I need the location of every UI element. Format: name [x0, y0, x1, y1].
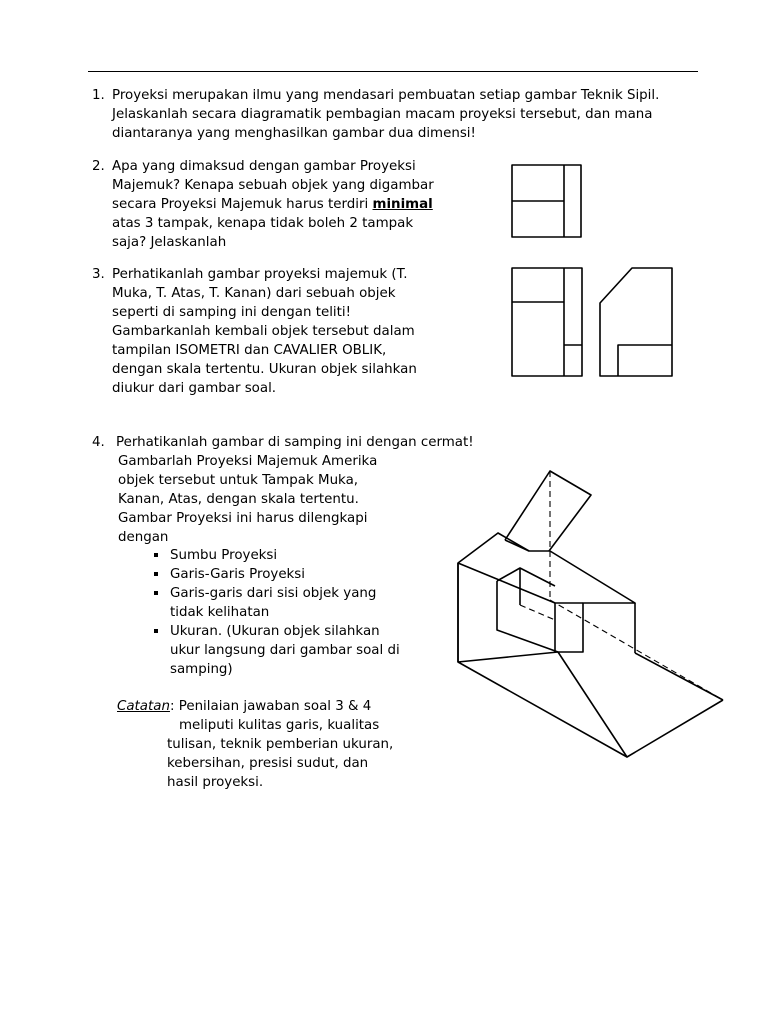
list-item-text: Garis-Garis Proyeksi [170, 567, 306, 582]
two-view-projection-drawing [512, 165, 581, 237]
question-text-line: Proyeksi merupakan ilmu yang mendasari pembuatan setiap gambar Teknik Sipil. [112, 88, 660, 103]
list-item-text: samping) [170, 662, 233, 677]
question-text-line: tampilan ISOMETRI dan CAVALIER OBLIK, [112, 343, 387, 358]
emphasis-minimal: minimal [372, 197, 433, 212]
question-text-line: Perhatikanlah gambar proyeksi majemuk (T. [112, 267, 408, 282]
question-text-line: diantaranya yang menghasilkan gambar dua dimensi! [112, 126, 476, 141]
question-number: 4. [92, 435, 105, 450]
question-text-line: seperti di samping ini dengan teliti! [112, 305, 351, 320]
question-text-line: Muka, T. Atas, T. Kanan) dari sebuah objek [112, 286, 396, 301]
view-outline [600, 268, 672, 376]
question-text-line: atas 3 tampak, kenapa tidak boleh 2 tampak [112, 216, 414, 231]
question-number: 1. [92, 88, 105, 103]
question-text-line: saja? Jelaskanlah [112, 235, 227, 250]
note-line: meliputi kulitas garis, kualitas [179, 718, 380, 733]
hidden-edges [520, 471, 723, 700]
note-text: : Penilaian jawaban soal 3 & 4 [169, 699, 372, 714]
question-text-line: objek tersebut untuk Tampak Muka, [118, 473, 359, 488]
question-text-fragment: secara Proyeksi Majemuk harus terdiri [112, 197, 373, 212]
question-text-line: Gambarlah Proyeksi Majemuk Amerika [118, 454, 378, 469]
view-edge [618, 345, 672, 376]
question-text-line: Jelaskanlah secara diagramatik pembagian macam proyeksi tersebut, dan mana [112, 107, 653, 122]
list-item-text: tidak kelihatan [170, 605, 270, 620]
hidden-edge [520, 605, 555, 620]
note-line: tulisan, teknik pemberian ukuran, [167, 737, 394, 752]
isometric-object-drawing [458, 471, 723, 757]
list-item-text: Garis-garis dari sisi objek yang [170, 586, 377, 601]
object-edge [505, 540, 529, 551]
list-item-text: Ukuran. (Ukuran objek silahkan [170, 624, 380, 639]
hidden-edge [550, 600, 723, 700]
question-text-line: Majemuk? Kenapa sebuah objek yang digambar [112, 178, 434, 193]
object-edge [458, 662, 627, 757]
side-view-drawing [600, 268, 672, 376]
front-view-drawing [512, 268, 582, 376]
list-item-text: ukur langsung dari gambar soal di [170, 643, 400, 658]
object-edge [505, 471, 591, 551]
question-text-line: Gambar Proyeksi ini harus dilengkapi [118, 511, 368, 526]
question-text-line: Kanan, Atas, dengan skala tertentu. [118, 492, 359, 507]
object-edge [458, 533, 635, 662]
note-label: Catatan [117, 699, 170, 714]
question-text-line: diukur dari gambar soal. [112, 381, 277, 396]
question-text-line: Apa yang dimaksud dengan gambar Proyeksi [112, 159, 416, 174]
list-item-text: Sumbu Proyeksi [170, 548, 278, 563]
question-text-line: Perhatikanlah gambar di samping ini dengan cermat! [116, 435, 474, 450]
question-text-line: dengan skala tertentu. Ukuran objek silahkan [112, 362, 417, 377]
object-edge [558, 652, 723, 757]
note-line: hasil proyeksi. [167, 775, 264, 790]
note-line: kebersihan, presisi sudut, dan [167, 756, 369, 771]
view-outline [512, 268, 582, 376]
question-text-line: Gambarkanlah kembali objek tersebut dalam [112, 324, 415, 339]
question-text-line: dengan [118, 530, 169, 545]
question-number: 3. [92, 267, 105, 282]
question-number: 2. [92, 159, 105, 174]
